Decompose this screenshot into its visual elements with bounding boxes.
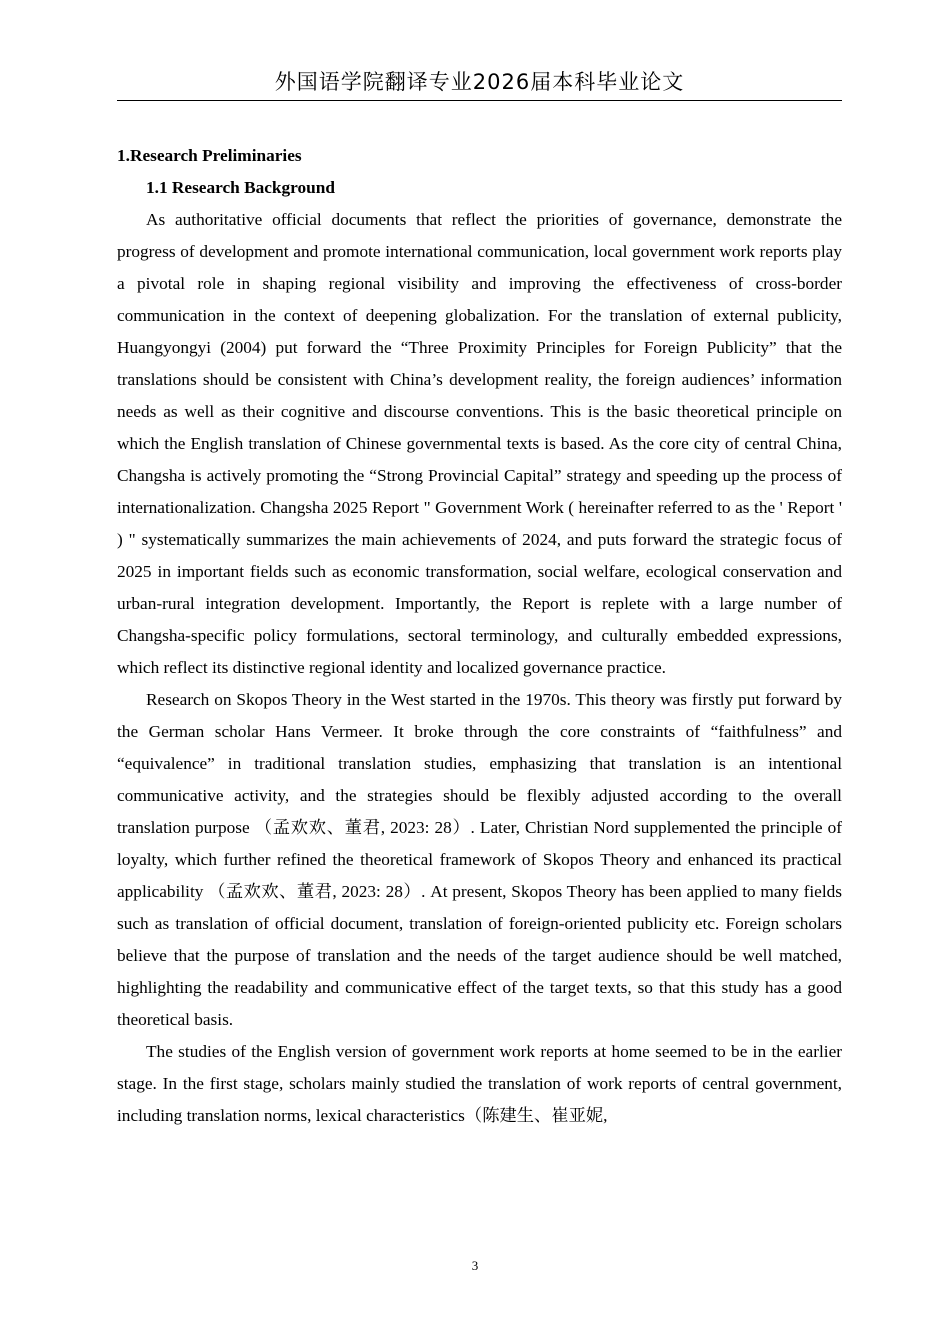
- paragraph: The studies of the English version of government work reports at home seemed to be in the earlier stage. In the first stage, scholars mainly studied the translation of work reports of central government, including translation norms, lexical characteristics（陈建生、崔亚妮,: [117, 1042, 842, 1125]
- running-header: 外国语学院翻译专业2026届本科毕业论文: [274, 70, 685, 94]
- body-content: [117, 140, 842, 1132]
- page-number: 3: [471, 1258, 479, 1273]
- subsection-heading: 1.1 Research Background: [146, 178, 335, 197]
- paragraph: Research on Skopos Theory in the West started in the 1970s. This theory was firstly put forward by the German scholar Hans Vermeer. It broke through the core constraints of “faithfulness” and “equivalence” in traditional translation studies, emphasizing that translation is an intentional communicative activity, and the strategies should be flexibly adjusted according to the overall translation purpose （孟欢欢、董君, 2023: 28）. Later, Christian Nord supplemented the principle of loyalty, which further refined the theoretical framework of Skopos Theory and enhanced its practical applicability （孟欢欢、董君, 2023: 28）. At present, Skopos Theory has been applied to many fields such as translation of official document, translation of foreign-oriented publicity etc. Foreign scholars believe that the purpose of translation and the needs of the target audience should be well matched, highlighting the readability and communicative effect of the target texts, so that this study has a good theoretical basis.: [117, 690, 842, 1029]
- header-divider: [117, 100, 842, 101]
- paragraph: As authoritative official documents that reflect the priorities of governance, demonstrate the progress of development and promote international communication, local government work reports play a pivotal role in shaping regional visibility and improving the effectiveness of cross-border communication in the context of deepening globalization. For the translation of external publicity, Huangyongyi (2004) put forward the “Three Proximity Principles for Foreign Publicity” that the translations should be consistent with China’s development reality, the foreign audiences’ information needs as well as their cognitive and discourse conventions. This is the basic theoretical principle on which the English translation of Chinese governmental texts is based. As the core city of central China, Changsha is actively promoting the “Strong Provincial Capital” strategy and speeding up the process of internationalization. Changsha 2025 Report " Government Work ( hereinafter referred to as the ' Report ' ) " systematically summarizes the main achievements of 2024, and puts forward the strategic focus of 2025 in important fields such as economic transformation, social welfare, ecological conservation and urban-rural integration development. Importantly, the Report is replete with a large number of Changsha-specific policy formulations, sectoral terminology, and culturally embedded expressions, which reflect its distinctive regional identity and localized governance practice.: [117, 210, 842, 677]
- section-heading: 1.Research Preliminaries: [117, 146, 302, 165]
